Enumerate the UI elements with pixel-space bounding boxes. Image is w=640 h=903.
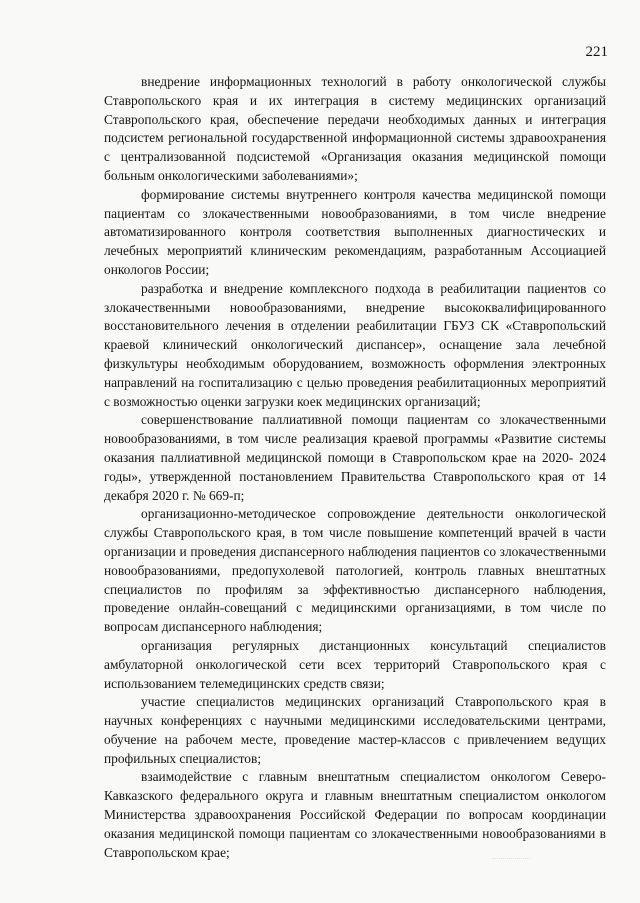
paragraph: разработка и внедрение комплексного подхода в реабилитации пациентов со злокачественными новообразованиями, внедрение высококвалифицированного восстановительного лечения в отделении реабилитации ГБУЗ СК «Ставропольский краевой клинический онкологический диспансер», оснащение зала лечебной физкультуры необходимым оборудованием, возможность оформления электронных направлений на госпитализацию с целью проведения реабилитационных мероприятий с возможностью оценки загрузки коек медицинских организаций; (104, 280, 606, 409)
paragraph: участие специалистов медицинских организаций Ставропольского края в научных конференциях с научными медицинскими исследовательскими центрами, обучение на рабочем месте, проведение мастер-классов с привлечением ведущих профильных специалистов; (104, 694, 606, 766)
paragraph: формирование системы внутреннего контроля качества медицинской помощи пациентам со злокачественными новообразованиями, в том числе внедрение автоматизированного контроля соответствия выполненных диагностических и лечебных мероприятий клиническим рекомендациям, разработанным Ассоциацией онкологов России; (104, 186, 606, 277)
paragraph: организация регулярных дистанционных консультаций специалистов амбулаторной онкологической сети всех территорий Ставропольского края с использованием телемедицинских средств связи; (104, 637, 606, 691)
page-number: 221 (585, 44, 608, 60)
scan-artifact (492, 858, 530, 879)
paragraph: внедрение информационных технологий в работу онкологической службы Ставропольского края и их интеграция в систему медицинских организаций Ставропольского края, обеспечение передачи необходимых данных и интеграция подсистем региональной государственной информационной системы здравоохранения с централизованной подсистемой «Организация оказания медицинской помощи больным онкологическими заболеваниями»; (104, 74, 606, 183)
paragraph: совершенствование паллиативной помощи пациентам со злокачественными новообразованиями, в том числе реализация краевой программы «Развитие системы оказания паллиативной медицинской помощи в Ставропольском крае на 2020- 2024 годы», утвержденной постановлением Правительства Ставропольского края от 14 декабря 2020 г. № 669-п; (104, 412, 606, 503)
body-text (104, 73, 606, 862)
paragraph: организационно-методическое сопровождение деятельности онкологической службы Ставропольского края, в том числе повышение компетенций врачей в части организации и проведения диспансерного наблюдения пациентов со злокачественными новообразованиями, предопухолевой патологией, контроль главных внештатных специалистов по профилям за эффективностью диспансерного наблюдения, проведение онлайн-совещаний с медицинскими организациями, в том числе по вопросам диспансерного наблюдения; (104, 506, 606, 635)
paragraph: взаимодействие с главным внештатным специалистом онкологом Северо-Кавказского федерального округа и главным внештатным специалистом онкологом Министерства здравоохранения Российской Федерации по вопросам координации оказания медицинской помощи пациентам со злокачественными новообразованиями в Ставропольском крае; (104, 769, 606, 860)
